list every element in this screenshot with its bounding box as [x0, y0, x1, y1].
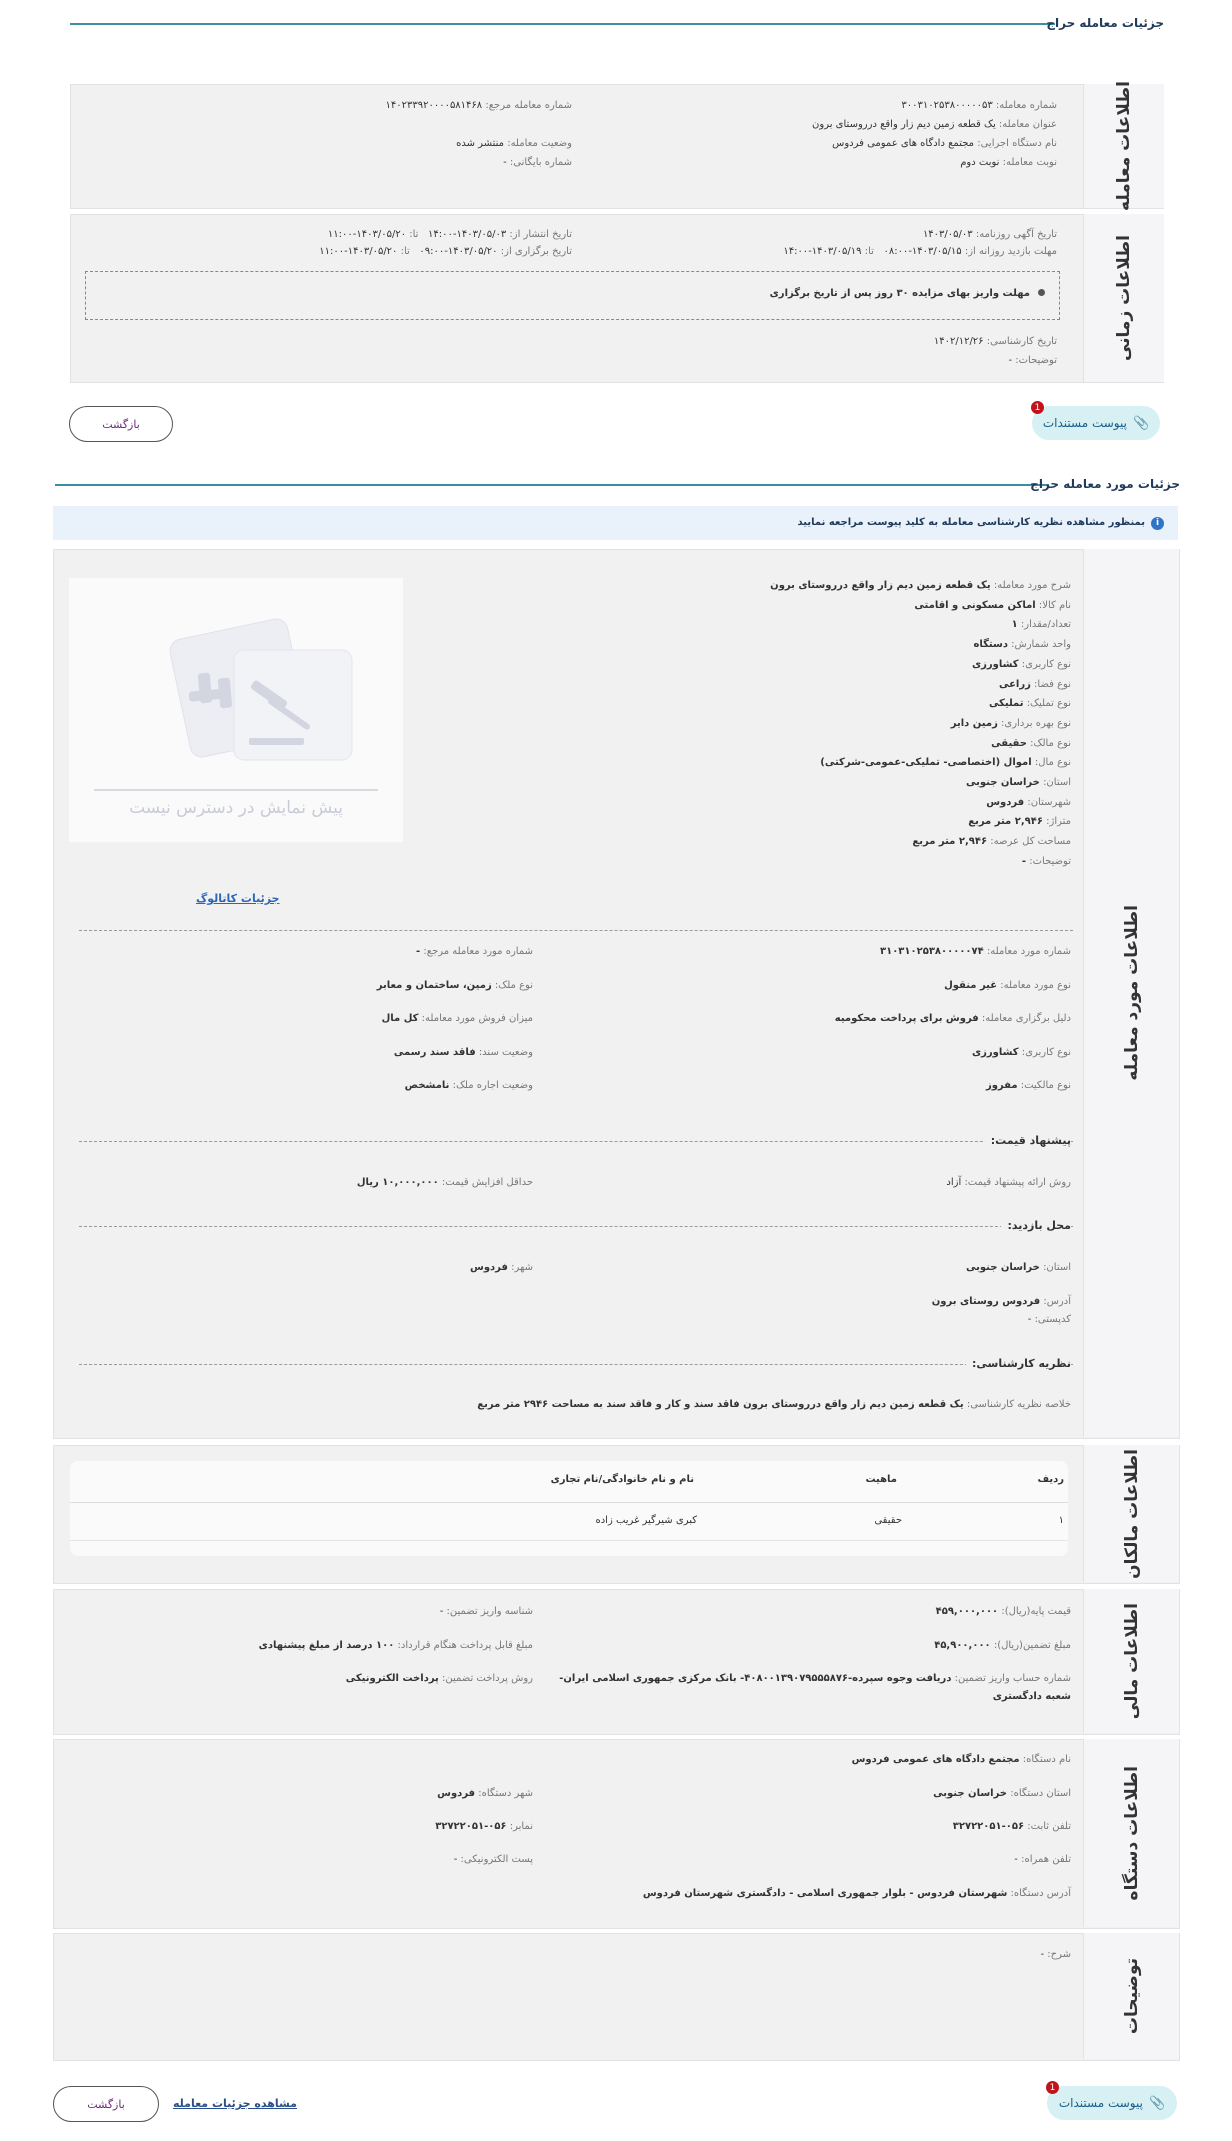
field-value: یک قطعه زمین دیم زار واقع درروستای برون: [770, 580, 991, 591]
field-row: [944, 980, 1071, 991]
field-value: مفروز: [985, 1080, 1018, 1091]
field-label: میزان فروش مورد معامله:: [421, 1013, 533, 1024]
org-fax-row: نمابر: ۰۵۶-۳۲۷۲۲۰۵۱: [435, 1821, 533, 1832]
field-row: [377, 980, 533, 991]
owners-header-type: ماهیت: [865, 1474, 897, 1485]
table-row-index: ۱: [1058, 1515, 1064, 1526]
field-value: فاقد سند رسمی: [393, 1046, 476, 1058]
info-banner-text: iبمنظور مشاهده نظریه کارشناسی معامله به کلید پیوست مراجعه نمایید: [798, 517, 1164, 530]
attachments-count-badge: 1: [1046, 2081, 1059, 2094]
field-value: ۱: [1011, 619, 1018, 631]
field-label: شماره مورد معامله:: [986, 946, 1071, 957]
field-value: اماکن مسکونی و اقامتی: [914, 599, 1036, 611]
field-row: [880, 946, 1071, 957]
account-branch-row: شعبه دادگستری: [992, 1691, 1071, 1702]
visit-province-row: استان: خراسان جنوبی: [965, 1262, 1071, 1273]
info-icon: i: [1151, 517, 1164, 530]
catalog-link[interactable]: جزئیات کاتالوگ: [196, 892, 280, 905]
field-label: نوع بهره برداری:: [1001, 717, 1071, 729]
hold-row: تاریخ برگزاری از: ۱۴۰۳/۰۵/۲۰-۰۹:۰۰ تا: ۱۴۰۳/۰۵/۲۰-۱۱:۰۰: [319, 246, 572, 257]
field-label: توضیحات:: [1029, 855, 1071, 867]
org-panel: [53, 1739, 1180, 1929]
field-value: نامشخص: [404, 1080, 450, 1091]
field-label: استان:: [1043, 777, 1071, 788]
field-label: نام کالا:: [1038, 599, 1071, 611]
field-row: [986, 797, 1071, 808]
timing-side: اطلاعات زمانی: [1083, 214, 1164, 382]
field-value: اموال (اختصاصی- تملیکی-عمومی-شرکتی): [820, 757, 1032, 769]
paperclip-icon: 📎: [1132, 415, 1150, 431]
field-row: [382, 1013, 533, 1024]
field-label: دلیل برگزاری معامله:: [981, 1013, 1071, 1024]
field-value: -: [1021, 855, 1027, 867]
field-row: [973, 639, 1071, 650]
deal-archive-row: شماره بایگانی: -: [503, 157, 572, 168]
visit-heading: محل بازدید:: [1001, 1219, 1071, 1232]
field-value: -: [416, 946, 421, 957]
visit-city-row: شهر: فردوس: [470, 1262, 533, 1273]
field-row: [989, 698, 1071, 709]
pay-method-row: روش پرداخت تضمین: پرداخت الکترونیکی: [345, 1673, 533, 1684]
deal-agency-row: نام دستگاه اجرایی: مجتمع دادگاه های عمومی فردوس: [832, 138, 1057, 149]
field-row: [820, 757, 1071, 768]
field-label: مساحت کل عرصه:: [990, 836, 1071, 848]
field-value: کل مال: [381, 1013, 419, 1024]
image-placeholder: [69, 578, 403, 842]
field-label: واحد شمارش:: [1011, 639, 1071, 651]
field-label: شرح مورد معامله:: [993, 580, 1071, 591]
deal-status-row: وضعیت معامله: منتشر شده: [456, 138, 572, 149]
field-label: تعداد/مقدار:: [1020, 619, 1071, 631]
field-value: زراعی: [998, 678, 1031, 690]
field-label: شماره مورد معامله مرجع:: [423, 946, 533, 957]
owners-header-divider: [70, 1502, 1068, 1503]
field-value: دستگاه: [973, 639, 1008, 651]
visit-address-row: آدرس: فردوس روستای برون: [931, 1296, 1071, 1307]
price-method-row: روش ارائه پیشنهاد قیمت: آزاد: [946, 1177, 1071, 1188]
expert-date-row: تاریخ کارشناسی: ۱۴۰۲/۱۲/۲۶: [933, 336, 1057, 347]
visit-row: مهلت بازدید روزانه از: ۱۴۰۳/۰۵/۱۵-۰۸:۰۰ تا: ۱۴۰۳/۰۵/۱۹-۱۴:۰۰: [783, 246, 1057, 257]
attachments-button[interactable]: 📎 پیوست مستندات: [1047, 2086, 1177, 2120]
deal-title-row: عنوان معامله: یک قطعه زمین دیم زار واقع درروستای برون: [812, 119, 1057, 130]
field-row: [394, 1047, 533, 1058]
owners-row-divider: [70, 1540, 1068, 1541]
field-value: ۲,۹۴۶ متر مربع: [968, 816, 1043, 828]
org-province-row: استان دستگاه: خراسان جنوبی: [933, 1788, 1071, 1799]
paperclip-icon: 📎: [1148, 2095, 1166, 2111]
deal-number-row: شماره معامله: ۳۰۰۳۱۰۲۵۳۸۰۰۰۰۰۵۳: [901, 100, 1057, 111]
field-label: نوع ملک:: [494, 979, 533, 991]
field-label: نوع تملیک:: [1026, 698, 1071, 710]
field-row: [912, 836, 1071, 847]
field-value: فردوس: [986, 796, 1025, 808]
item-section-title: جزئیات مورد معامله حراج: [1030, 477, 1180, 491]
expert-summary-row: خلاصه نظریه کارشناسی: یک قطعه زمین دیم زار واقع درروستای برون فاقد سند و کار و فاقد سند به مساحت ۲۹۴۶ متر مربع: [477, 1399, 1071, 1410]
field-row: [835, 1013, 1071, 1024]
field-value: تملیکی: [988, 698, 1024, 710]
field-row: [1012, 619, 1071, 630]
attachments-count-badge: 1: [1031, 401, 1044, 414]
divider: [79, 1141, 1073, 1142]
field-row: [951, 718, 1071, 729]
field-row: [972, 659, 1071, 670]
field-value: ۳۱۰۳۱۰۲۵۳۸۰۰۰۰۰۷۴: [879, 946, 984, 957]
field-value: غیر منقول: [944, 979, 998, 991]
notice-row: مهلت واریز بهای مزایده ۳۰ روز پس از تاریخ برگزاری: [770, 288, 1045, 299]
deal-info-side: اطلاعات معامله: [1083, 84, 1164, 208]
deposit-id-row: شناسه واریز تضمین: -: [439, 1606, 533, 1617]
org-mobile-row: تلفن همراه: -: [1014, 1854, 1071, 1865]
expert-heading: نظریه کارشناسی:: [966, 1357, 1071, 1370]
org-address-row: آدرس دستگاه: شهرستان فردوس - بلوار جمهوری اسلامی - دادگستری شهرستان فردوس: [642, 1888, 1071, 1899]
field-value: کشاورزی: [971, 1046, 1019, 1058]
field-label: نوع فضا:: [1034, 678, 1071, 690]
back-button[interactable]: بازگشت: [53, 2086, 159, 2122]
price-heading: پیشنهاد قیمت:: [985, 1134, 1071, 1147]
table-row-type: حقیقی: [874, 1515, 902, 1526]
field-value: زمین دایر: [950, 717, 998, 729]
field-row: [986, 1080, 1071, 1091]
deal-turn-row: نوبت معامله: نوبت دوم: [960, 157, 1057, 168]
divider: [79, 930, 1073, 931]
field-row: [999, 679, 1071, 690]
org-name-row: نام دستگاه: مجتمع دادگاه های عمومی فردوس: [851, 1754, 1071, 1765]
notes-panel: [53, 1933, 1180, 2061]
owners-header-name: نام و نام خانوادگی/نام تجاری: [550, 1474, 694, 1485]
field-label: متراژ:: [1046, 816, 1071, 828]
field-value: زمین، ساختمان و معابر: [376, 979, 492, 991]
field-row: [968, 816, 1071, 827]
attachments-button[interactable]: 📎 پیوست مستندات: [1032, 406, 1160, 440]
field-row: [966, 777, 1071, 788]
field-label: نوع مالک:: [1030, 737, 1071, 749]
field-row: [972, 1047, 1071, 1058]
field-label: نوع مال:: [1034, 757, 1071, 769]
item-side: اطلاعات مورد معامله: [1083, 549, 1179, 1437]
org-email-row: پست الکترونیکی: -: [453, 1854, 533, 1865]
deal-section-title: جزئیات معامله حراج: [1046, 16, 1164, 30]
org-phone-row: تلفن ثابت: ۰۵۶-۳۲۷۲۲۰۵۱: [952, 1821, 1071, 1832]
visit-postal-row: کدپستی: -: [1027, 1314, 1071, 1325]
field-value: فروش برای پرداخت محکومیه: [834, 1013, 979, 1024]
account-row: شماره حساب واریز تضمین: دریافت وجوه سپرده-۴۰۸۰۰۱۳۹۰۷۹۵۵۵۸۷۶- بانک مرکزی جمهوری اسلامی ایران-: [559, 1673, 1071, 1684]
bullet-icon: [1038, 289, 1045, 296]
min-increase-row: حداقل افزایش قیمت: ۱۰,۰۰۰,۰۰۰ ریال: [356, 1177, 533, 1188]
field-label: نوع کاربری:: [1021, 1046, 1071, 1058]
field-row: [770, 580, 1071, 591]
owners-side: اطلاعات مالکان: [1083, 1445, 1179, 1582]
publish-row: تاریخ انتشار از: ۱۴۰۳/۰۵/۰۳-۱۴:۰۰ تا: ۱۴۰۳/۰۵/۲۰-۱۱:۰۰: [327, 229, 572, 240]
finance-side: اطلاعات مالی: [1083, 1589, 1179, 1733]
field-row: [914, 600, 1071, 611]
divider: [79, 1364, 1073, 1365]
org-city-row: شهر دستگاه: فردوس: [437, 1788, 533, 1799]
field-label: وضعیت سند:: [478, 1046, 533, 1058]
field-label: شهرستان:: [1027, 796, 1071, 808]
field-value: کشاورزی: [971, 658, 1019, 670]
table-row-name: کبری شیرگیر غریب زاده: [595, 1515, 697, 1526]
notes-desc-row: شرح: -: [1040, 1949, 1071, 1960]
deal-ref-row: شماره معامله مرجع: ۱۴۰۲۳۳۹۲۰۰۰۰۵۸۱۴۶۸: [385, 100, 572, 111]
field-row: [405, 1080, 533, 1091]
field-row: [1022, 856, 1071, 867]
field-row: [991, 738, 1071, 749]
divider: [79, 1226, 1073, 1227]
field-label: نوع کاربری:: [1021, 658, 1071, 670]
view-details-link[interactable]: مشاهده جزئیات معامله: [173, 2097, 297, 2110]
guarantee-row: مبلغ تضمین(ریال): ۴۵,۹۰۰,۰۰۰: [934, 1640, 1071, 1651]
org-side: اطلاعات دستگاه: [1083, 1739, 1179, 1927]
field-label: وضعیت اجاره ملک:: [452, 1080, 533, 1091]
timing-desc-row: توضیحات: -: [1008, 355, 1057, 366]
field-label: نوع مالکیت:: [1020, 1080, 1071, 1091]
base-price-row: قیمت پایه(ریال): ۴۵۹,۰۰۰,۰۰۰: [935, 1606, 1071, 1617]
field-value: ۲,۹۴۶ متر مربع: [912, 836, 988, 848]
back-button[interactable]: بازگشت: [69, 406, 173, 442]
field-value: خراسان جنوبی: [965, 777, 1040, 788]
section-divider: [55, 484, 1049, 486]
section-divider: [70, 23, 1055, 25]
owners-header-index: ردیف: [1037, 1474, 1064, 1485]
payable-row: مبلغ قابل پرداخت هنگام قرارداد: ۱۰۰ درصد از مبلغ پیشنهادی: [258, 1640, 533, 1651]
field-label: نوع مورد معامله:: [1000, 979, 1071, 991]
ad-date-row: تاریخ آگهی روزنامه: ۱۴۰۳/۰۵/۰۳: [922, 229, 1057, 240]
field-row: [416, 946, 533, 957]
field-value: حقیقی: [991, 737, 1027, 749]
notes-side: توضیحات: [1083, 1933, 1179, 2059]
image-placeholder-text: پیش نمایش در دسترس نیست: [129, 798, 343, 818]
